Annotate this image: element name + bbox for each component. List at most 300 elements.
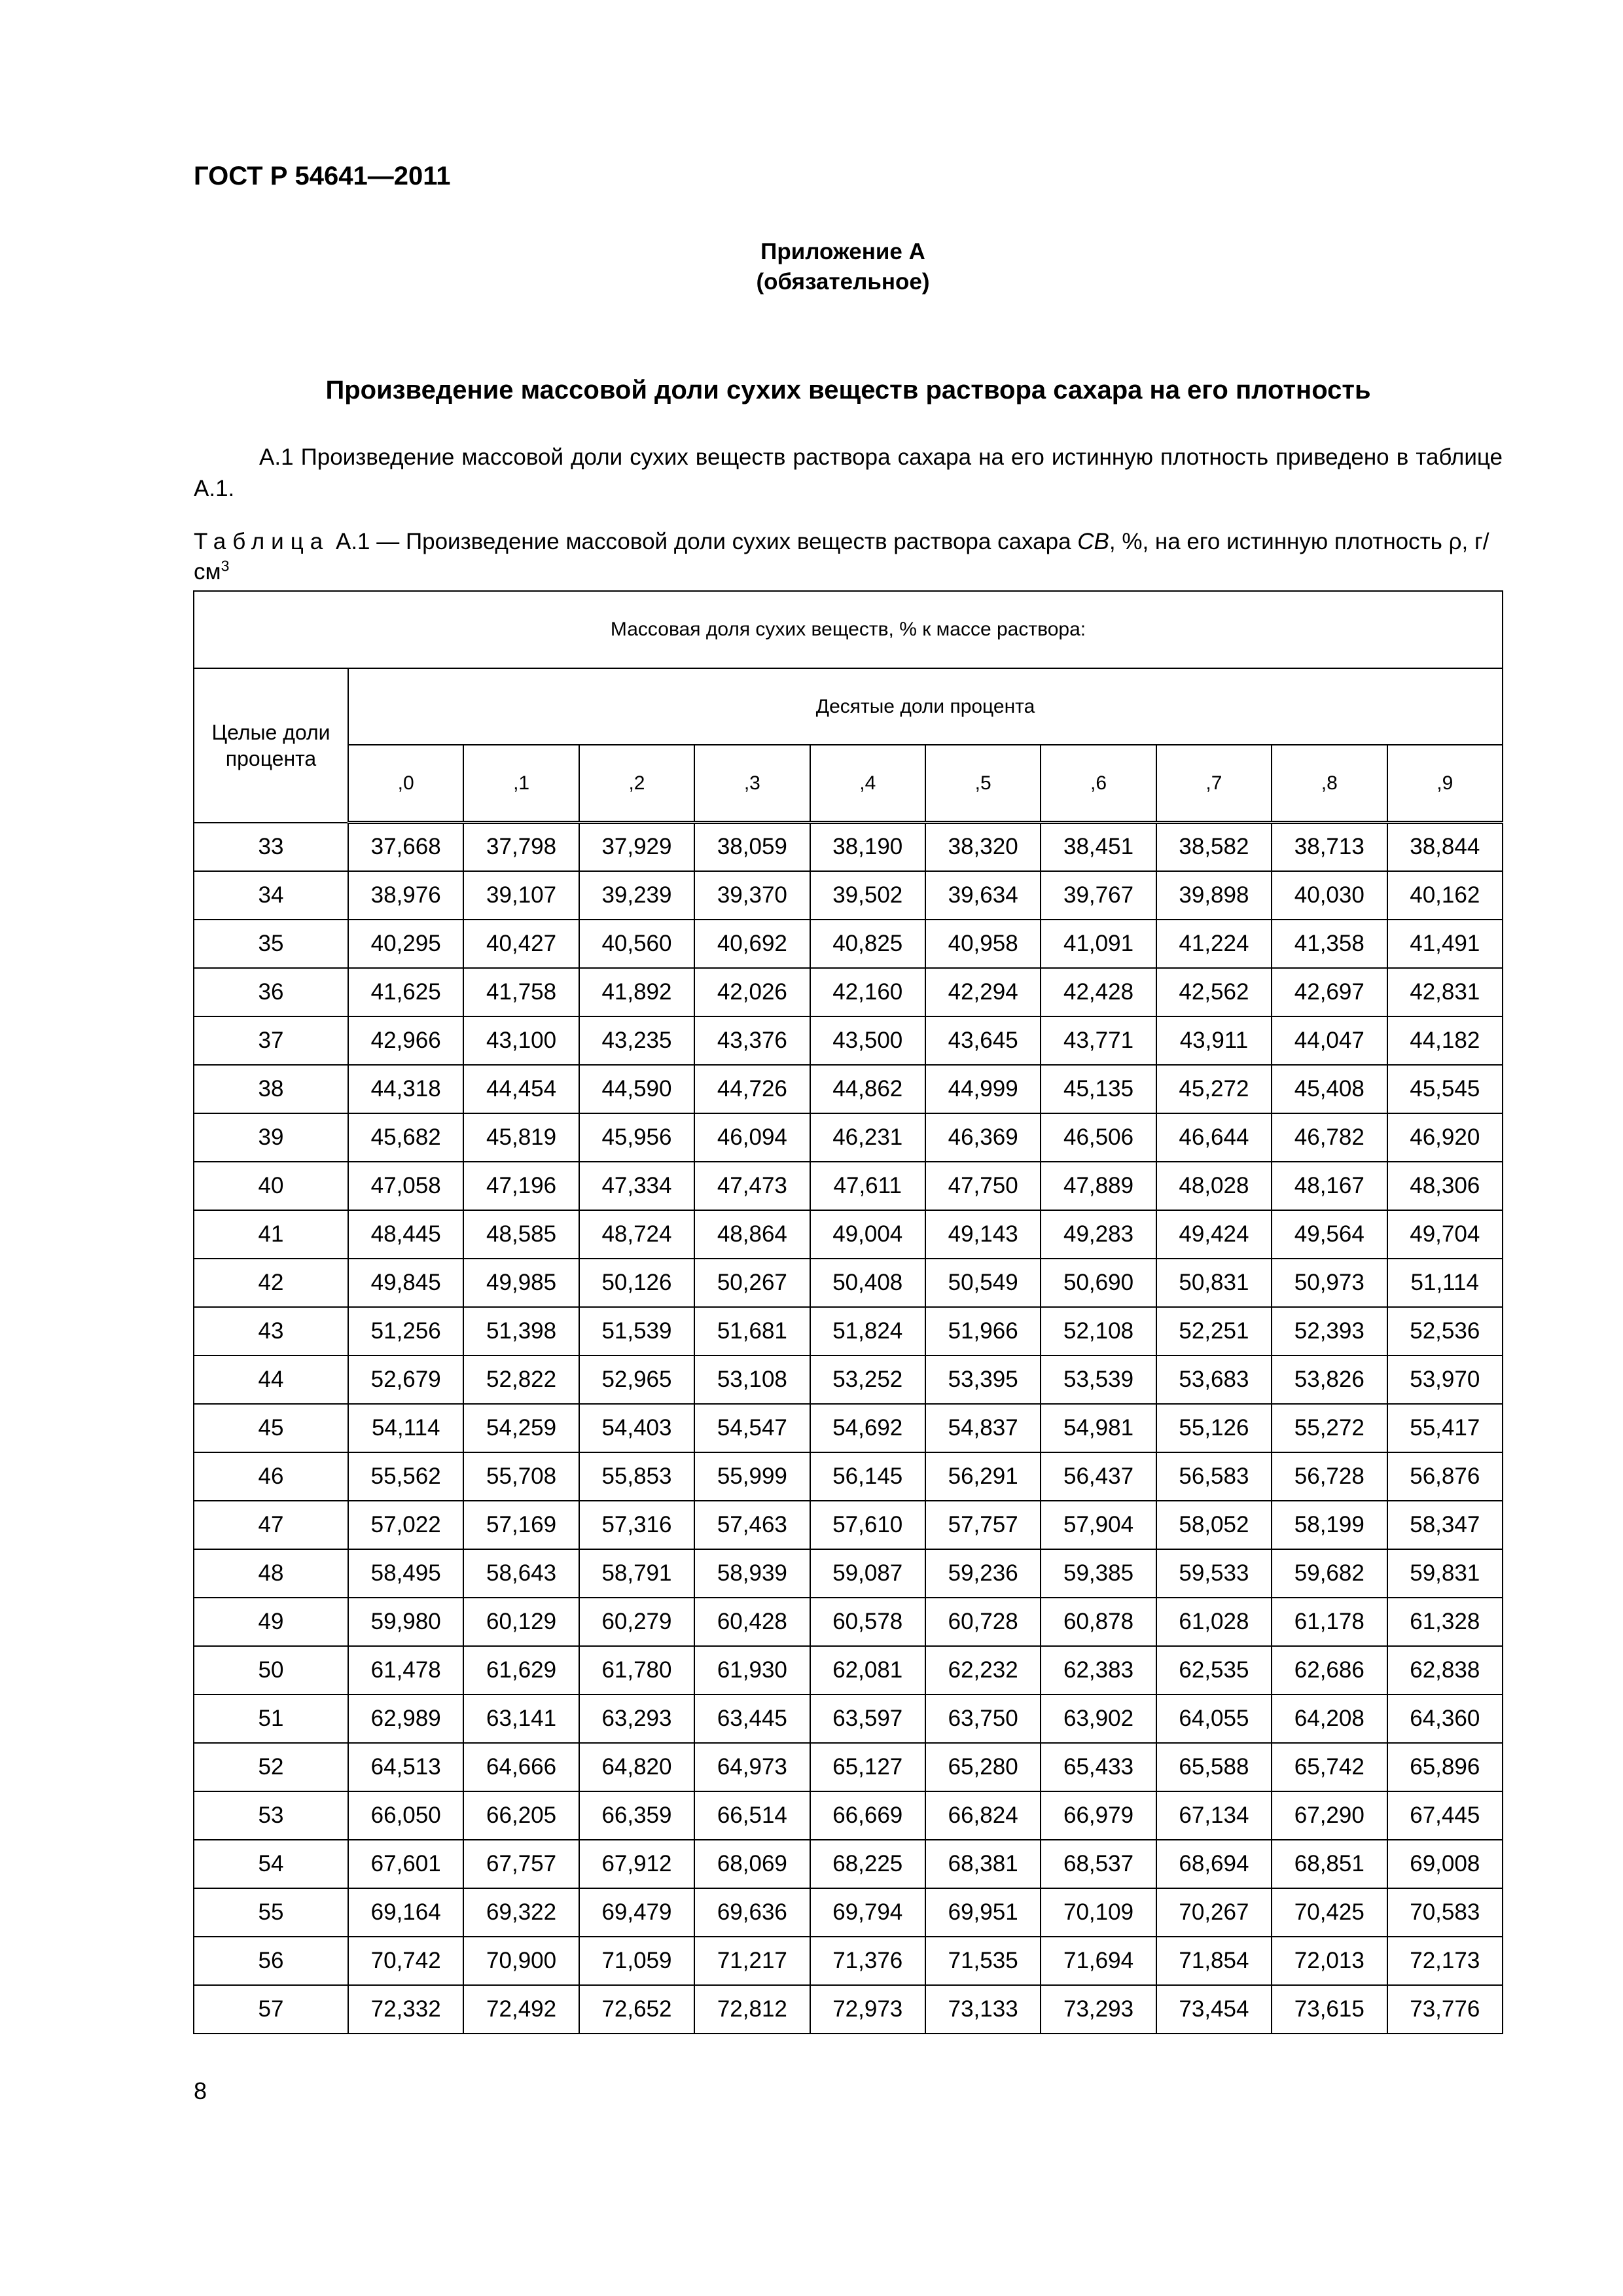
value-cell: 67,134: [1156, 1791, 1272, 1840]
value-cell: 55,708: [463, 1452, 579, 1501]
value-cell: 62,232: [925, 1646, 1041, 1695]
table-row: [194, 1646, 1503, 1695]
value-cell: 65,127: [810, 1743, 925, 1791]
value-cell: 58,199: [1272, 1501, 1387, 1549]
value-cell: 52,108: [1041, 1307, 1156, 1355]
value-cell: 46,369: [925, 1113, 1041, 1162]
value-cell: 70,742: [348, 1937, 463, 1985]
value-cell: 58,643: [463, 1549, 579, 1598]
table-row: [194, 1307, 1503, 1355]
table-row: [194, 1985, 1503, 2034]
value-cell: 42,428: [1041, 968, 1156, 1016]
value-cell: 72,013: [1272, 1937, 1387, 1985]
table-row: [194, 1065, 1503, 1113]
value-cell: 69,008: [1387, 1840, 1503, 1888]
value-cell: 38,059: [694, 823, 810, 871]
value-cell: 48,724: [579, 1210, 694, 1259]
value-cell: 70,267: [1156, 1888, 1272, 1937]
table-row: [194, 1162, 1503, 1210]
table-row: [194, 1113, 1503, 1162]
column-header: ,5: [925, 745, 1041, 823]
value-cell: 44,182: [1387, 1016, 1503, 1065]
value-cell: 44,590: [579, 1065, 694, 1113]
column-header: ,9: [1387, 745, 1503, 823]
value-cell: 53,970: [1387, 1355, 1503, 1404]
value-cell: 64,055: [1156, 1695, 1272, 1743]
value-cell: 59,831: [1387, 1549, 1503, 1598]
integer-cell: 34: [194, 871, 348, 920]
integer-cell: 41: [194, 1210, 348, 1259]
value-cell: 59,385: [1041, 1549, 1156, 1598]
value-cell: 38,451: [1041, 823, 1156, 871]
value-cell: 73,615: [1272, 1985, 1387, 2034]
table-row: [194, 1937, 1503, 1985]
value-cell: 40,958: [925, 920, 1041, 968]
value-cell: 68,851: [1272, 1840, 1387, 1888]
header-tenths: Десятые доли процента: [348, 668, 1503, 745]
value-cell: 41,892: [579, 968, 694, 1016]
column-header: ,0: [348, 745, 463, 823]
integer-cell: 47: [194, 1501, 348, 1549]
value-cell: 70,425: [1272, 1888, 1387, 1937]
value-cell: 38,320: [925, 823, 1041, 871]
value-cell: 71,694: [1041, 1937, 1156, 1985]
column-header: ,8: [1272, 745, 1387, 823]
value-cell: 60,578: [810, 1598, 925, 1646]
value-cell: 62,383: [1041, 1646, 1156, 1695]
value-cell: 49,704: [1387, 1210, 1503, 1259]
value-cell: 61,629: [463, 1646, 579, 1695]
value-cell: 60,279: [579, 1598, 694, 1646]
value-cell: 39,634: [925, 871, 1041, 920]
value-cell: 56,876: [1387, 1452, 1503, 1501]
table-row: [194, 1791, 1503, 1840]
value-cell: 43,911: [1156, 1016, 1272, 1065]
value-cell: 54,692: [810, 1404, 925, 1452]
value-cell: 69,322: [463, 1888, 579, 1937]
value-cell: 59,980: [348, 1598, 463, 1646]
table-caption: [194, 527, 1503, 587]
value-cell: 45,272: [1156, 1065, 1272, 1113]
table-row: [194, 1501, 1503, 1549]
value-cell: 64,820: [579, 1743, 694, 1791]
value-cell: 44,862: [810, 1065, 925, 1113]
value-cell: 70,109: [1041, 1888, 1156, 1937]
value-cell: 67,290: [1272, 1791, 1387, 1840]
value-cell: 57,757: [925, 1501, 1041, 1549]
value-cell: 61,328: [1387, 1598, 1503, 1646]
value-cell: 68,381: [925, 1840, 1041, 1888]
value-cell: 56,437: [1041, 1452, 1156, 1501]
caption-cb: CB: [1077, 529, 1109, 554]
value-cell: 46,231: [810, 1113, 925, 1162]
value-cell: 72,173: [1387, 1937, 1503, 1985]
value-cell: 64,973: [694, 1743, 810, 1791]
value-cell: 43,645: [925, 1016, 1041, 1065]
integer-cell: 36: [194, 968, 348, 1016]
integer-cell: 49: [194, 1598, 348, 1646]
column-header: ,2: [579, 745, 694, 823]
value-cell: 72,812: [694, 1985, 810, 2034]
value-cell: 63,293: [579, 1695, 694, 1743]
value-cell: 43,500: [810, 1016, 925, 1065]
value-cell: 60,728: [925, 1598, 1041, 1646]
value-cell: 57,610: [810, 1501, 925, 1549]
value-cell: 62,081: [810, 1646, 925, 1695]
value-cell: 73,454: [1156, 1985, 1272, 2034]
value-cell: 66,514: [694, 1791, 810, 1840]
value-cell: 46,782: [1272, 1113, 1387, 1162]
value-cell: 64,666: [463, 1743, 579, 1791]
value-cell: 70,900: [463, 1937, 579, 1985]
value-cell: 71,854: [1156, 1937, 1272, 1985]
value-cell: 48,585: [463, 1210, 579, 1259]
integer-cell: 50: [194, 1646, 348, 1695]
value-cell: 43,376: [694, 1016, 810, 1065]
value-cell: 55,126: [1156, 1404, 1272, 1452]
integer-cell: 37: [194, 1016, 348, 1065]
appendix-heading: [0, 237, 1623, 297]
integer-cell: 35: [194, 920, 348, 968]
value-cell: 47,473: [694, 1162, 810, 1210]
value-cell: 50,831: [1156, 1259, 1272, 1307]
value-cell: 48,864: [694, 1210, 810, 1259]
appendix-status: (обязательное): [756, 269, 930, 295]
value-cell: 52,822: [463, 1355, 579, 1404]
table-row: [194, 968, 1503, 1016]
value-cell: 42,562: [1156, 968, 1272, 1016]
value-cell: 39,898: [1156, 871, 1272, 920]
value-cell: 56,728: [1272, 1452, 1387, 1501]
page-title: Произведение массовой доли сухих веществ раствора сахара на его плотность: [325, 376, 1371, 404]
value-cell: 58,495: [348, 1549, 463, 1598]
value-cell: 41,224: [1156, 920, 1272, 968]
integer-cell: 56: [194, 1937, 348, 1985]
integer-cell: 53: [194, 1791, 348, 1840]
integer-cell: 43: [194, 1307, 348, 1355]
integer-cell: 57: [194, 1985, 348, 2034]
table-row: [194, 1016, 1503, 1065]
intro-paragraph: А.1 Произведение массовой доли сухих веществ раствора сахара на его истинную плотность приведено в таблице А.1.: [194, 444, 1503, 501]
value-cell: 39,502: [810, 871, 925, 920]
value-cell: 58,052: [1156, 1501, 1272, 1549]
integer-cell: 42: [194, 1259, 348, 1307]
value-cell: 59,682: [1272, 1549, 1387, 1598]
value-cell: 69,794: [810, 1888, 925, 1937]
value-cell: 61,178: [1272, 1598, 1387, 1646]
value-cell: 72,492: [463, 1985, 579, 2034]
value-cell: 59,236: [925, 1549, 1041, 1598]
value-cell: 45,956: [579, 1113, 694, 1162]
value-cell: 64,360: [1387, 1695, 1503, 1743]
value-cell: 47,058: [348, 1162, 463, 1210]
value-cell: 41,491: [1387, 920, 1503, 968]
value-cell: 49,004: [810, 1210, 925, 1259]
integer-cell: 39: [194, 1113, 348, 1162]
value-cell: 41,758: [463, 968, 579, 1016]
table-row: [194, 1404, 1503, 1452]
value-cell: 63,597: [810, 1695, 925, 1743]
appendix-title: Приложение А: [760, 239, 925, 264]
value-cell: 40,162: [1387, 871, 1503, 920]
value-cell: 37,798: [463, 823, 579, 871]
value-cell: 65,433: [1041, 1743, 1156, 1791]
value-cell: 58,939: [694, 1549, 810, 1598]
value-cell: 49,424: [1156, 1210, 1272, 1259]
value-cell: 51,539: [579, 1307, 694, 1355]
caption-text-part1: А.1 — Произведение массовой доли сухих веществ раствора сахара: [335, 529, 1078, 554]
column-header: ,6: [1041, 745, 1156, 823]
value-cell: 63,902: [1041, 1695, 1156, 1743]
value-cell: 61,930: [694, 1646, 810, 1695]
value-cell: 63,141: [463, 1695, 579, 1743]
value-cell: 39,107: [463, 871, 579, 920]
value-cell: 41,091: [1041, 920, 1156, 968]
value-cell: 45,819: [463, 1113, 579, 1162]
table-row: [194, 1888, 1503, 1937]
value-cell: 50,408: [810, 1259, 925, 1307]
value-cell: 50,690: [1041, 1259, 1156, 1307]
value-cell: 62,989: [348, 1695, 463, 1743]
value-cell: 47,196: [463, 1162, 579, 1210]
value-cell: 64,513: [348, 1743, 463, 1791]
value-cell: 42,026: [694, 968, 810, 1016]
value-cell: 40,560: [579, 920, 694, 968]
value-cell: 50,973: [1272, 1259, 1387, 1307]
value-cell: 58,791: [579, 1549, 694, 1598]
value-cell: 40,295: [348, 920, 463, 968]
value-cell: 61,028: [1156, 1598, 1272, 1646]
value-cell: 38,976: [348, 871, 463, 920]
value-cell: 52,251: [1156, 1307, 1272, 1355]
integer-cell: 45: [194, 1404, 348, 1452]
value-cell: 48,445: [348, 1210, 463, 1259]
value-cell: 38,190: [810, 823, 925, 871]
table-row: [194, 1210, 1503, 1259]
value-cell: 37,929: [579, 823, 694, 871]
column-header-row: [194, 745, 1503, 823]
value-cell: 38,713: [1272, 823, 1387, 871]
value-cell: 37,668: [348, 823, 463, 871]
integer-cell: 55: [194, 1888, 348, 1937]
column-header: ,4: [810, 745, 925, 823]
table-row: [194, 1355, 1503, 1404]
value-cell: 71,217: [694, 1937, 810, 1985]
value-cell: 47,889: [1041, 1162, 1156, 1210]
value-cell: 61,780: [579, 1646, 694, 1695]
value-cell: 51,966: [925, 1307, 1041, 1355]
value-cell: 65,588: [1156, 1743, 1272, 1791]
value-cell: 55,562: [348, 1452, 463, 1501]
value-cell: 69,951: [925, 1888, 1041, 1937]
value-cell: 48,028: [1156, 1162, 1272, 1210]
value-cell: 71,376: [810, 1937, 925, 1985]
value-cell: 46,644: [1156, 1113, 1272, 1162]
value-cell: 73,776: [1387, 1985, 1503, 2034]
value-cell: 53,683: [1156, 1355, 1272, 1404]
value-cell: 51,398: [463, 1307, 579, 1355]
table-row: [194, 1598, 1503, 1646]
page-number: 8: [194, 2077, 207, 2104]
value-cell: 60,878: [1041, 1598, 1156, 1646]
value-cell: 42,160: [810, 968, 925, 1016]
value-cell: 71,059: [579, 1937, 694, 1985]
table-row: [194, 823, 1503, 871]
value-cell: 40,825: [810, 920, 925, 968]
value-cell: 53,395: [925, 1355, 1041, 1404]
value-cell: 45,408: [1272, 1065, 1387, 1113]
caption-superscript: 3: [221, 557, 230, 575]
value-cell: 57,904: [1041, 1501, 1156, 1549]
value-cell: 56,145: [810, 1452, 925, 1501]
value-cell: 65,742: [1272, 1743, 1387, 1791]
caption-text-part2: , %, на его истинную плотность ρ, г/ см: [194, 529, 1489, 584]
value-cell: 66,979: [1041, 1791, 1156, 1840]
value-cell: 46,094: [694, 1113, 810, 1162]
value-cell: 43,771: [1041, 1016, 1156, 1065]
value-cell: 40,692: [694, 920, 810, 968]
value-cell: 44,318: [348, 1065, 463, 1113]
value-cell: 65,280: [925, 1743, 1041, 1791]
value-cell: 41,358: [1272, 920, 1387, 968]
integer-cell: 51: [194, 1695, 348, 1743]
value-cell: 68,069: [694, 1840, 810, 1888]
value-cell: 55,999: [694, 1452, 810, 1501]
value-cell: 44,454: [463, 1065, 579, 1113]
value-cell: 56,583: [1156, 1452, 1272, 1501]
value-cell: 39,239: [579, 871, 694, 920]
value-cell: 65,896: [1387, 1743, 1503, 1791]
header-main: Массовая доля сухих веществ, % к массе раствора:: [194, 591, 1503, 668]
value-cell: 55,417: [1387, 1404, 1503, 1452]
value-cell: 66,205: [463, 1791, 579, 1840]
value-cell: 42,831: [1387, 968, 1503, 1016]
value-cell: 38,582: [1156, 823, 1272, 871]
value-cell: 50,126: [579, 1259, 694, 1307]
value-cell: 59,533: [1156, 1549, 1272, 1598]
value-cell: 49,985: [463, 1259, 579, 1307]
value-cell: 73,293: [1041, 1985, 1156, 2034]
value-cell: 44,726: [694, 1065, 810, 1113]
value-cell: 46,506: [1041, 1113, 1156, 1162]
value-cell: 54,837: [925, 1404, 1041, 1452]
value-cell: 40,427: [463, 920, 579, 968]
value-cell: 62,838: [1387, 1646, 1503, 1695]
value-cell: 60,129: [463, 1598, 579, 1646]
value-cell: 53,539: [1041, 1355, 1156, 1404]
value-cell: 72,652: [579, 1985, 694, 2034]
value-cell: 68,537: [1041, 1840, 1156, 1888]
value-cell: 67,757: [463, 1840, 579, 1888]
value-cell: 41,625: [348, 968, 463, 1016]
document-code: ГОСТ Р 54641—2011: [194, 162, 451, 190]
value-cell: 57,463: [694, 1501, 810, 1549]
value-cell: 72,973: [810, 1985, 925, 2034]
value-cell: 53,108: [694, 1355, 810, 1404]
value-cell: 44,999: [925, 1065, 1041, 1113]
integer-cell: 54: [194, 1840, 348, 1888]
column-header: ,1: [463, 745, 579, 823]
value-cell: 63,750: [925, 1695, 1041, 1743]
value-cell: 48,167: [1272, 1162, 1387, 1210]
table-row: [194, 1743, 1503, 1791]
value-cell: 50,267: [694, 1259, 810, 1307]
value-cell: 54,403: [579, 1404, 694, 1452]
value-cell: 52,679: [348, 1355, 463, 1404]
header-integer: Целые доли процента: [194, 668, 348, 823]
integer-cell: 52: [194, 1743, 348, 1791]
value-cell: 49,564: [1272, 1210, 1387, 1259]
value-cell: 67,601: [348, 1840, 463, 1888]
integer-cell: 33: [194, 823, 348, 871]
value-cell: 54,259: [463, 1404, 579, 1452]
value-cell: 51,681: [694, 1307, 810, 1355]
column-header: ,7: [1156, 745, 1272, 823]
value-cell: 40,030: [1272, 871, 1387, 920]
value-cell: 72,332: [348, 1985, 463, 2034]
table-row: [194, 1452, 1503, 1501]
value-cell: 52,965: [579, 1355, 694, 1404]
value-cell: 53,252: [810, 1355, 925, 1404]
integer-cell: 44: [194, 1355, 348, 1404]
value-cell: 52,393: [1272, 1307, 1387, 1355]
value-cell: 54,547: [694, 1404, 810, 1452]
value-cell: 64,208: [1272, 1695, 1387, 1743]
value-cell: 66,669: [810, 1791, 925, 1840]
value-cell: 67,912: [579, 1840, 694, 1888]
value-cell: 68,694: [1156, 1840, 1272, 1888]
value-cell: 43,235: [579, 1016, 694, 1065]
value-cell: 38,844: [1387, 823, 1503, 871]
value-cell: 42,697: [1272, 968, 1387, 1016]
integer-cell: 38: [194, 1065, 348, 1113]
integer-cell: 40: [194, 1162, 348, 1210]
value-cell: 51,256: [348, 1307, 463, 1355]
value-cell: 66,359: [579, 1791, 694, 1840]
table-row: [194, 1549, 1503, 1598]
table-row: [194, 1840, 1503, 1888]
integer-cell: 48: [194, 1549, 348, 1598]
value-cell: 57,316: [579, 1501, 694, 1549]
column-header: ,3: [694, 745, 810, 823]
value-cell: 44,047: [1272, 1016, 1387, 1065]
value-cell: 49,143: [925, 1210, 1041, 1259]
value-cell: 54,114: [348, 1404, 463, 1452]
value-cell: 52,536: [1387, 1307, 1503, 1355]
value-cell: 51,824: [810, 1307, 925, 1355]
value-cell: 42,294: [925, 968, 1041, 1016]
value-cell: 62,686: [1272, 1646, 1387, 1695]
value-cell: 63,445: [694, 1695, 810, 1743]
value-cell: 58,347: [1387, 1501, 1503, 1549]
value-cell: 50,549: [925, 1259, 1041, 1307]
value-cell: 71,535: [925, 1937, 1041, 1985]
value-cell: 66,824: [925, 1791, 1041, 1840]
value-cell: 69,164: [348, 1888, 463, 1937]
value-cell: 59,087: [810, 1549, 925, 1598]
value-cell: 60,428: [694, 1598, 810, 1646]
value-cell: 56,291: [925, 1452, 1041, 1501]
value-cell: 57,169: [463, 1501, 579, 1549]
value-cell: 42,966: [348, 1016, 463, 1065]
value-cell: 67,445: [1387, 1791, 1503, 1840]
value-cell: 49,845: [348, 1259, 463, 1307]
value-cell: 39,370: [694, 871, 810, 920]
value-cell: 68,225: [810, 1840, 925, 1888]
value-cell: 57,022: [348, 1501, 463, 1549]
value-cell: 54,981: [1041, 1404, 1156, 1452]
value-cell: 47,611: [810, 1162, 925, 1210]
